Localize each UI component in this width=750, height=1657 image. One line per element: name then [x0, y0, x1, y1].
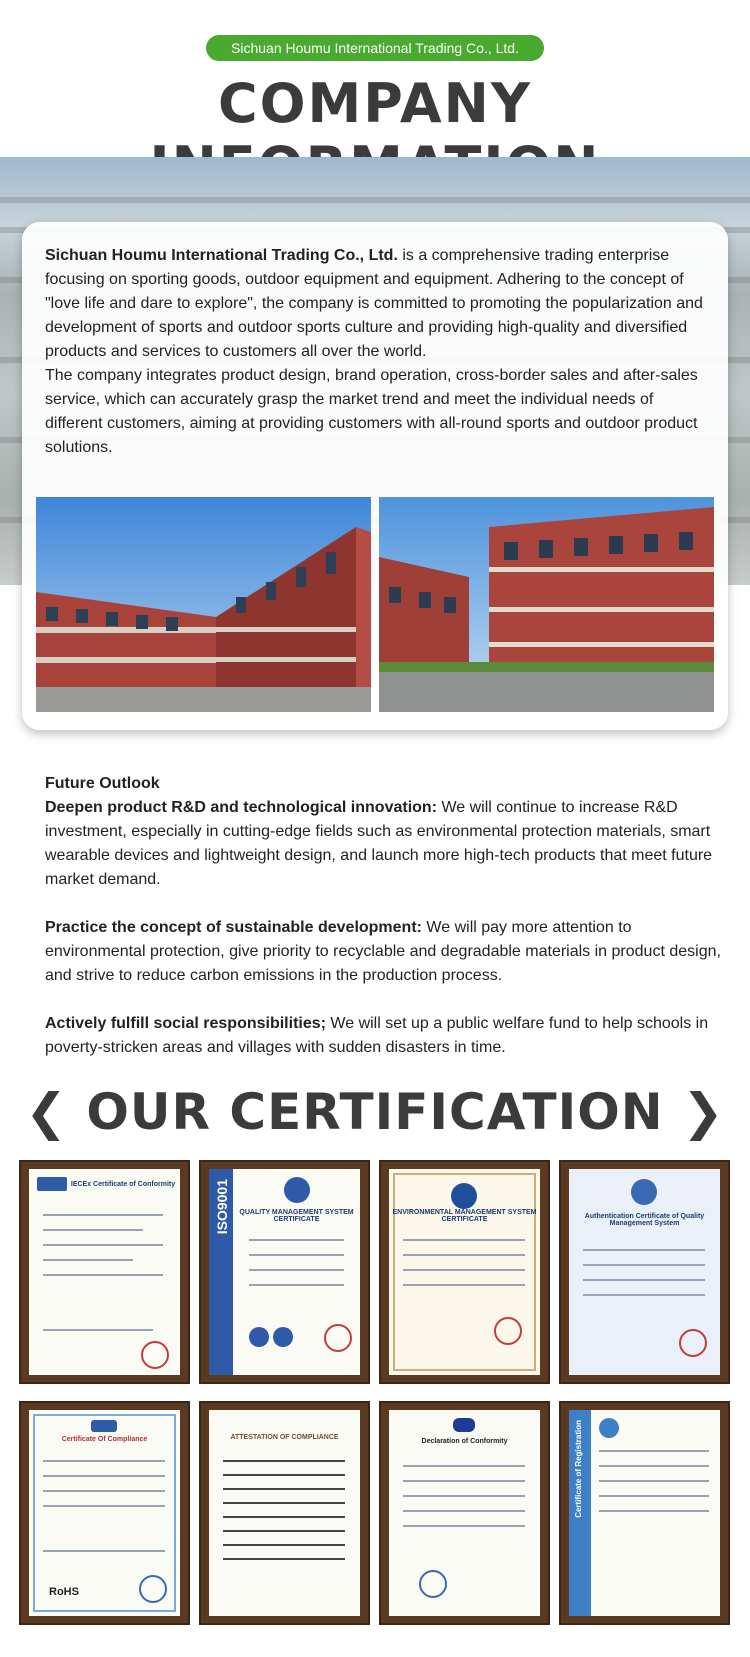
outlook-item: Actively fulfill social responsibilities; We will set up a public welfare fund to help schools in poverty-stricken areas and villages with sudden disasters in time. [45, 1015, 709, 1056]
chevron-right-icon: ❯ [682, 1083, 725, 1141]
certification-title-text: OUR CERTIFICATION [86, 1083, 664, 1141]
future-outlook-section [45, 772, 725, 1060]
outlook-item: Deepen product R&D and technological innovation: We will continue to increase R&D investment, especially in cutting-edge fields such as environmental protection materials, smart wearable devices and lightweight design, and launch more high-tech products that meet future market demand. [45, 799, 713, 888]
certificate-registration: Certificate of Registration [559, 1401, 730, 1625]
certificate-iecex: IECEx Certificate of Conformity [19, 1160, 190, 1384]
intro-paragraph-1: is a comprehensive trading enterprise focusing on sporting goods, outdoor equipment and equipment. Adhering to the concept of "love life and dare to explore", the company is committed to promoting the popularization and development of sports and outdoor sports culture and providing high-quality and diversified products and services to customers all over the world. [45, 247, 703, 360]
certification-title [0, 1083, 750, 1141]
chevron-left-icon: ❮ [25, 1083, 68, 1141]
building-photo-2 [379, 497, 714, 712]
company-name-badge: Sichuan Houmu International Trading Co., Ltd. [206, 35, 544, 61]
outlook-item: Practice the concept of sustainable development: We will pay more attention to environmental protection, give priority to recyclable and degradable materials in product design, and strive to reduce carbon emissions in the production process. [45, 919, 721, 984]
intro-text [45, 244, 711, 460]
company-name: Sichuan Houmu International Trading Co., Ltd. [45, 247, 398, 264]
building-photo-1 [36, 497, 371, 712]
certificate-iso9001: ISO9001 QUALITY MANAGEMENT SYSTEM CERTIFICATE [199, 1160, 370, 1384]
intro-paragraph-2: The company integrates product design, brand operation, cross-border sales and after-sales service, which can accurately grasp the market trend and meet the individual needs of different customers, aiming at providing customers with all-round sports and outdoor product solutions. [45, 367, 698, 456]
outlook-heading: Future Outlook [45, 775, 160, 792]
certificate-rohs: Certificate Of Compliance RoHS [19, 1401, 190, 1625]
certificate-environmental: ENVIRONMENTAL MANAGEMENT SYSTEM CERTIFICATE [379, 1160, 550, 1384]
page-title: COMPANY [218, 72, 532, 135]
certificate-declaration-conformity: Declaration of Conformity [379, 1401, 550, 1625]
certificate-ce-attestation: ATTESTATION OF COMPLIANCE [199, 1401, 370, 1625]
certificate-quality-authentication: Authentication Certificate of Quality Management System [559, 1160, 730, 1384]
